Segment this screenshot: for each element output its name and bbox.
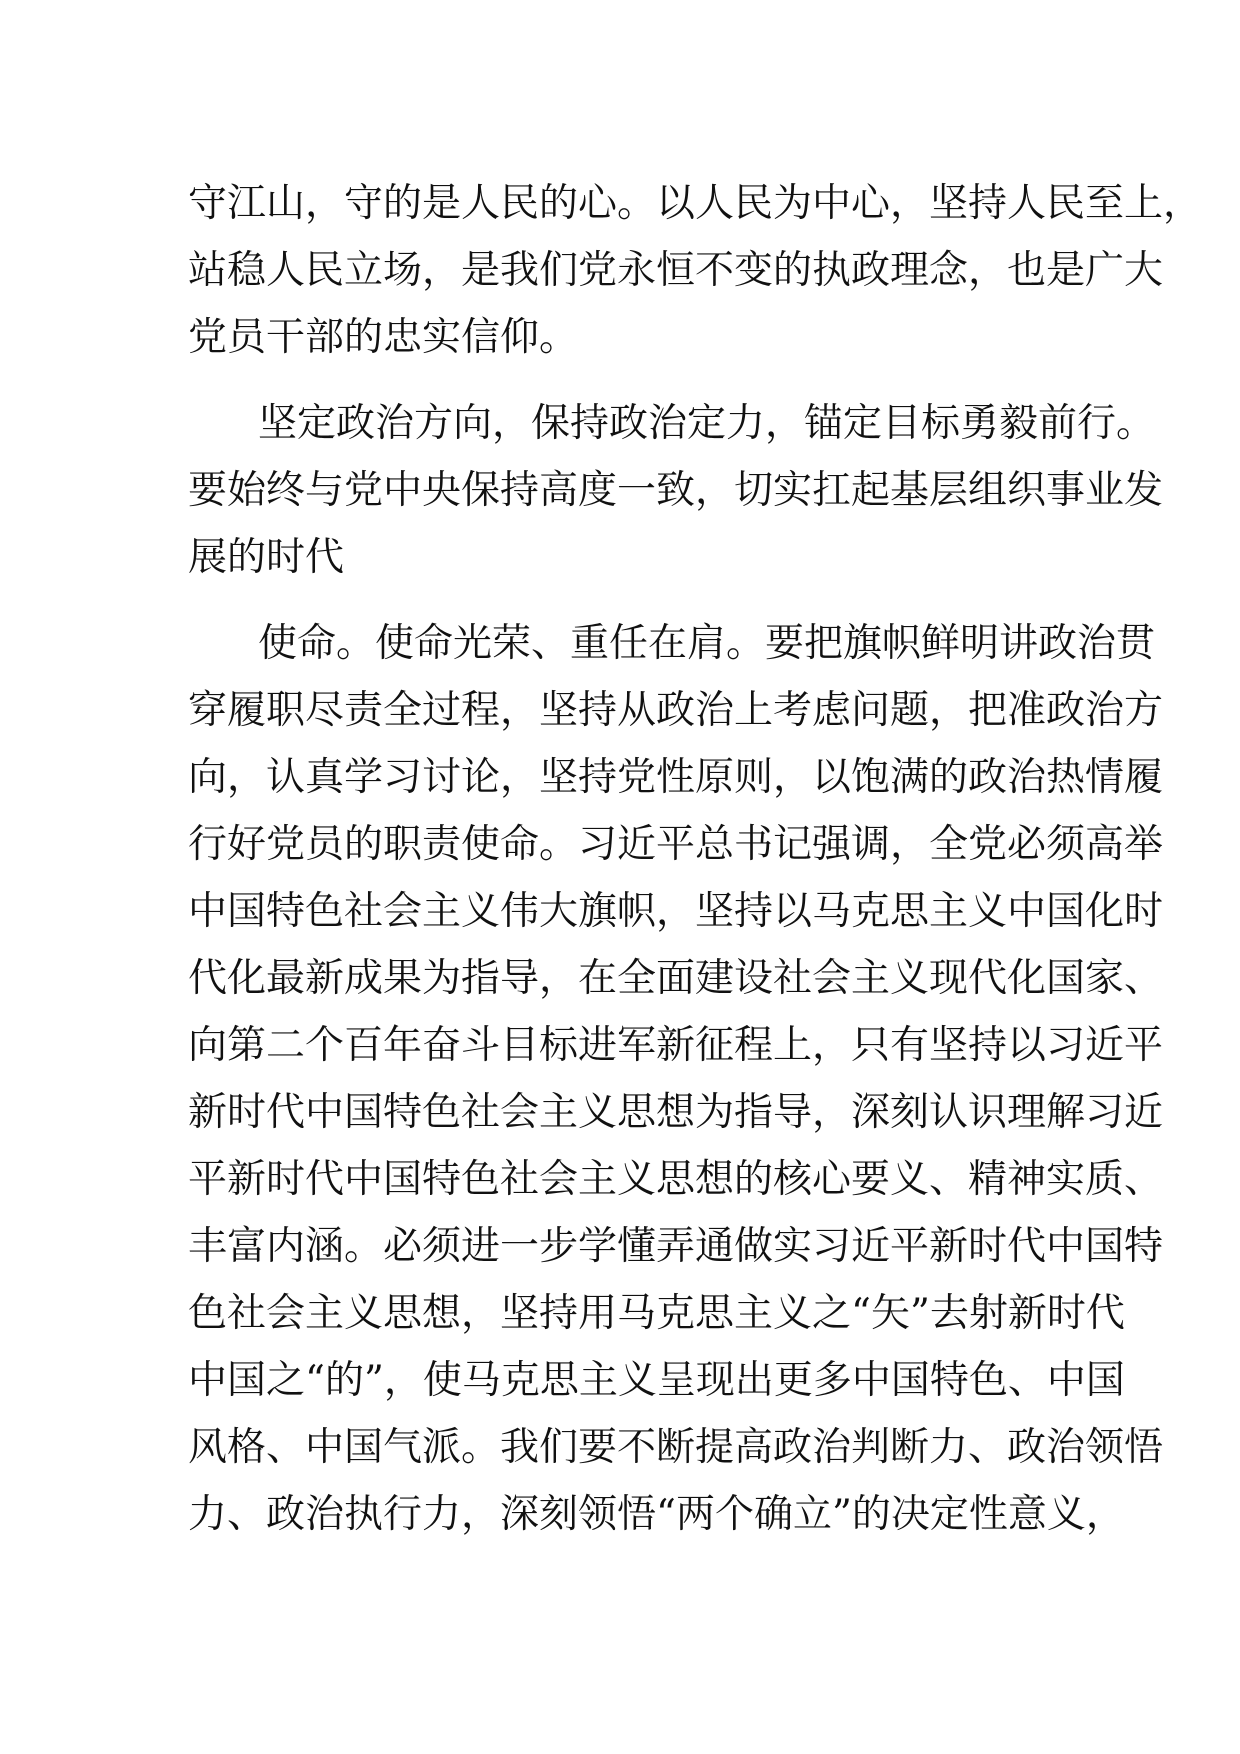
paragraph-line: 中国之“的”，使马克思主义呈现出更多中国特色、中国 xyxy=(188,1358,1125,1403)
paragraph-line: 中国特色社会主义伟大旗帜，坚持以马克思主义中国化时 xyxy=(188,889,1164,934)
paragraph-line: 守江山，守的是人民的心。以人民为中心，坚持人民至上， xyxy=(188,181,1203,226)
paragraph-line: 向第二个百年奋斗目标进军新征程上，只有坚持以习近平 xyxy=(188,1023,1164,1068)
paragraph-line: 新时代中国特色社会主义思想为指导，深刻认识理解习近 xyxy=(188,1090,1164,1135)
paragraph-line: 党员干部的忠实信仰。 xyxy=(188,315,579,360)
paragraph-1 xyxy=(188,170,1203,371)
paragraph-line: 丰富内涵。必须进一步学懂弄通做实习近平新时代中国特 xyxy=(188,1224,1164,1269)
paragraph-line: 风格、中国气派。我们要不断提高政治判断力、政治领悟 xyxy=(188,1425,1164,1470)
paragraph-line: 力、政治执行力，深刻领悟“两个确立”的决定性意义， xyxy=(188,1492,1125,1537)
paragraph-line: 行好党员的职责使命。习近平总书记强调，全党必须高举 xyxy=(188,822,1164,867)
paragraph-line: 展的时代 xyxy=(188,535,345,580)
paragraph-2 xyxy=(188,390,1164,591)
paragraph-line: 使命。使命光荣、重任在肩。要把旗帜鲜明讲政治贯 xyxy=(258,621,1156,666)
paragraph-line: 平新时代中国特色社会主义思想的核心要义、精神实质、 xyxy=(188,1157,1164,1202)
paragraph-line: 坚定政治方向，保持政治定力，锚定目标勇毅前行。 xyxy=(258,401,1156,446)
paragraph-line: 要始终与党中央保持高度一致，切实扛起基层组织事业发 xyxy=(188,468,1164,513)
paragraph-line: 站稳人民立场，是我们党永恒不变的执政理念，也是广大 xyxy=(188,248,1164,293)
paragraph-line: 穿履职尽责全过程，坚持从政治上考虑问题，把准政治方 xyxy=(188,688,1164,733)
paragraph-line: 向，认真学习讨论，坚持党性原则，以饱满的政治热情履 xyxy=(188,755,1164,800)
paragraph-line: 色社会主义思想，坚持用马克思主义之“矢”去射新时代 xyxy=(188,1291,1125,1336)
paragraph-3 xyxy=(188,610,1164,1548)
paragraph-line: 代化最新成果为指导，在全面建设社会主义现代化国家、 xyxy=(188,956,1164,1001)
